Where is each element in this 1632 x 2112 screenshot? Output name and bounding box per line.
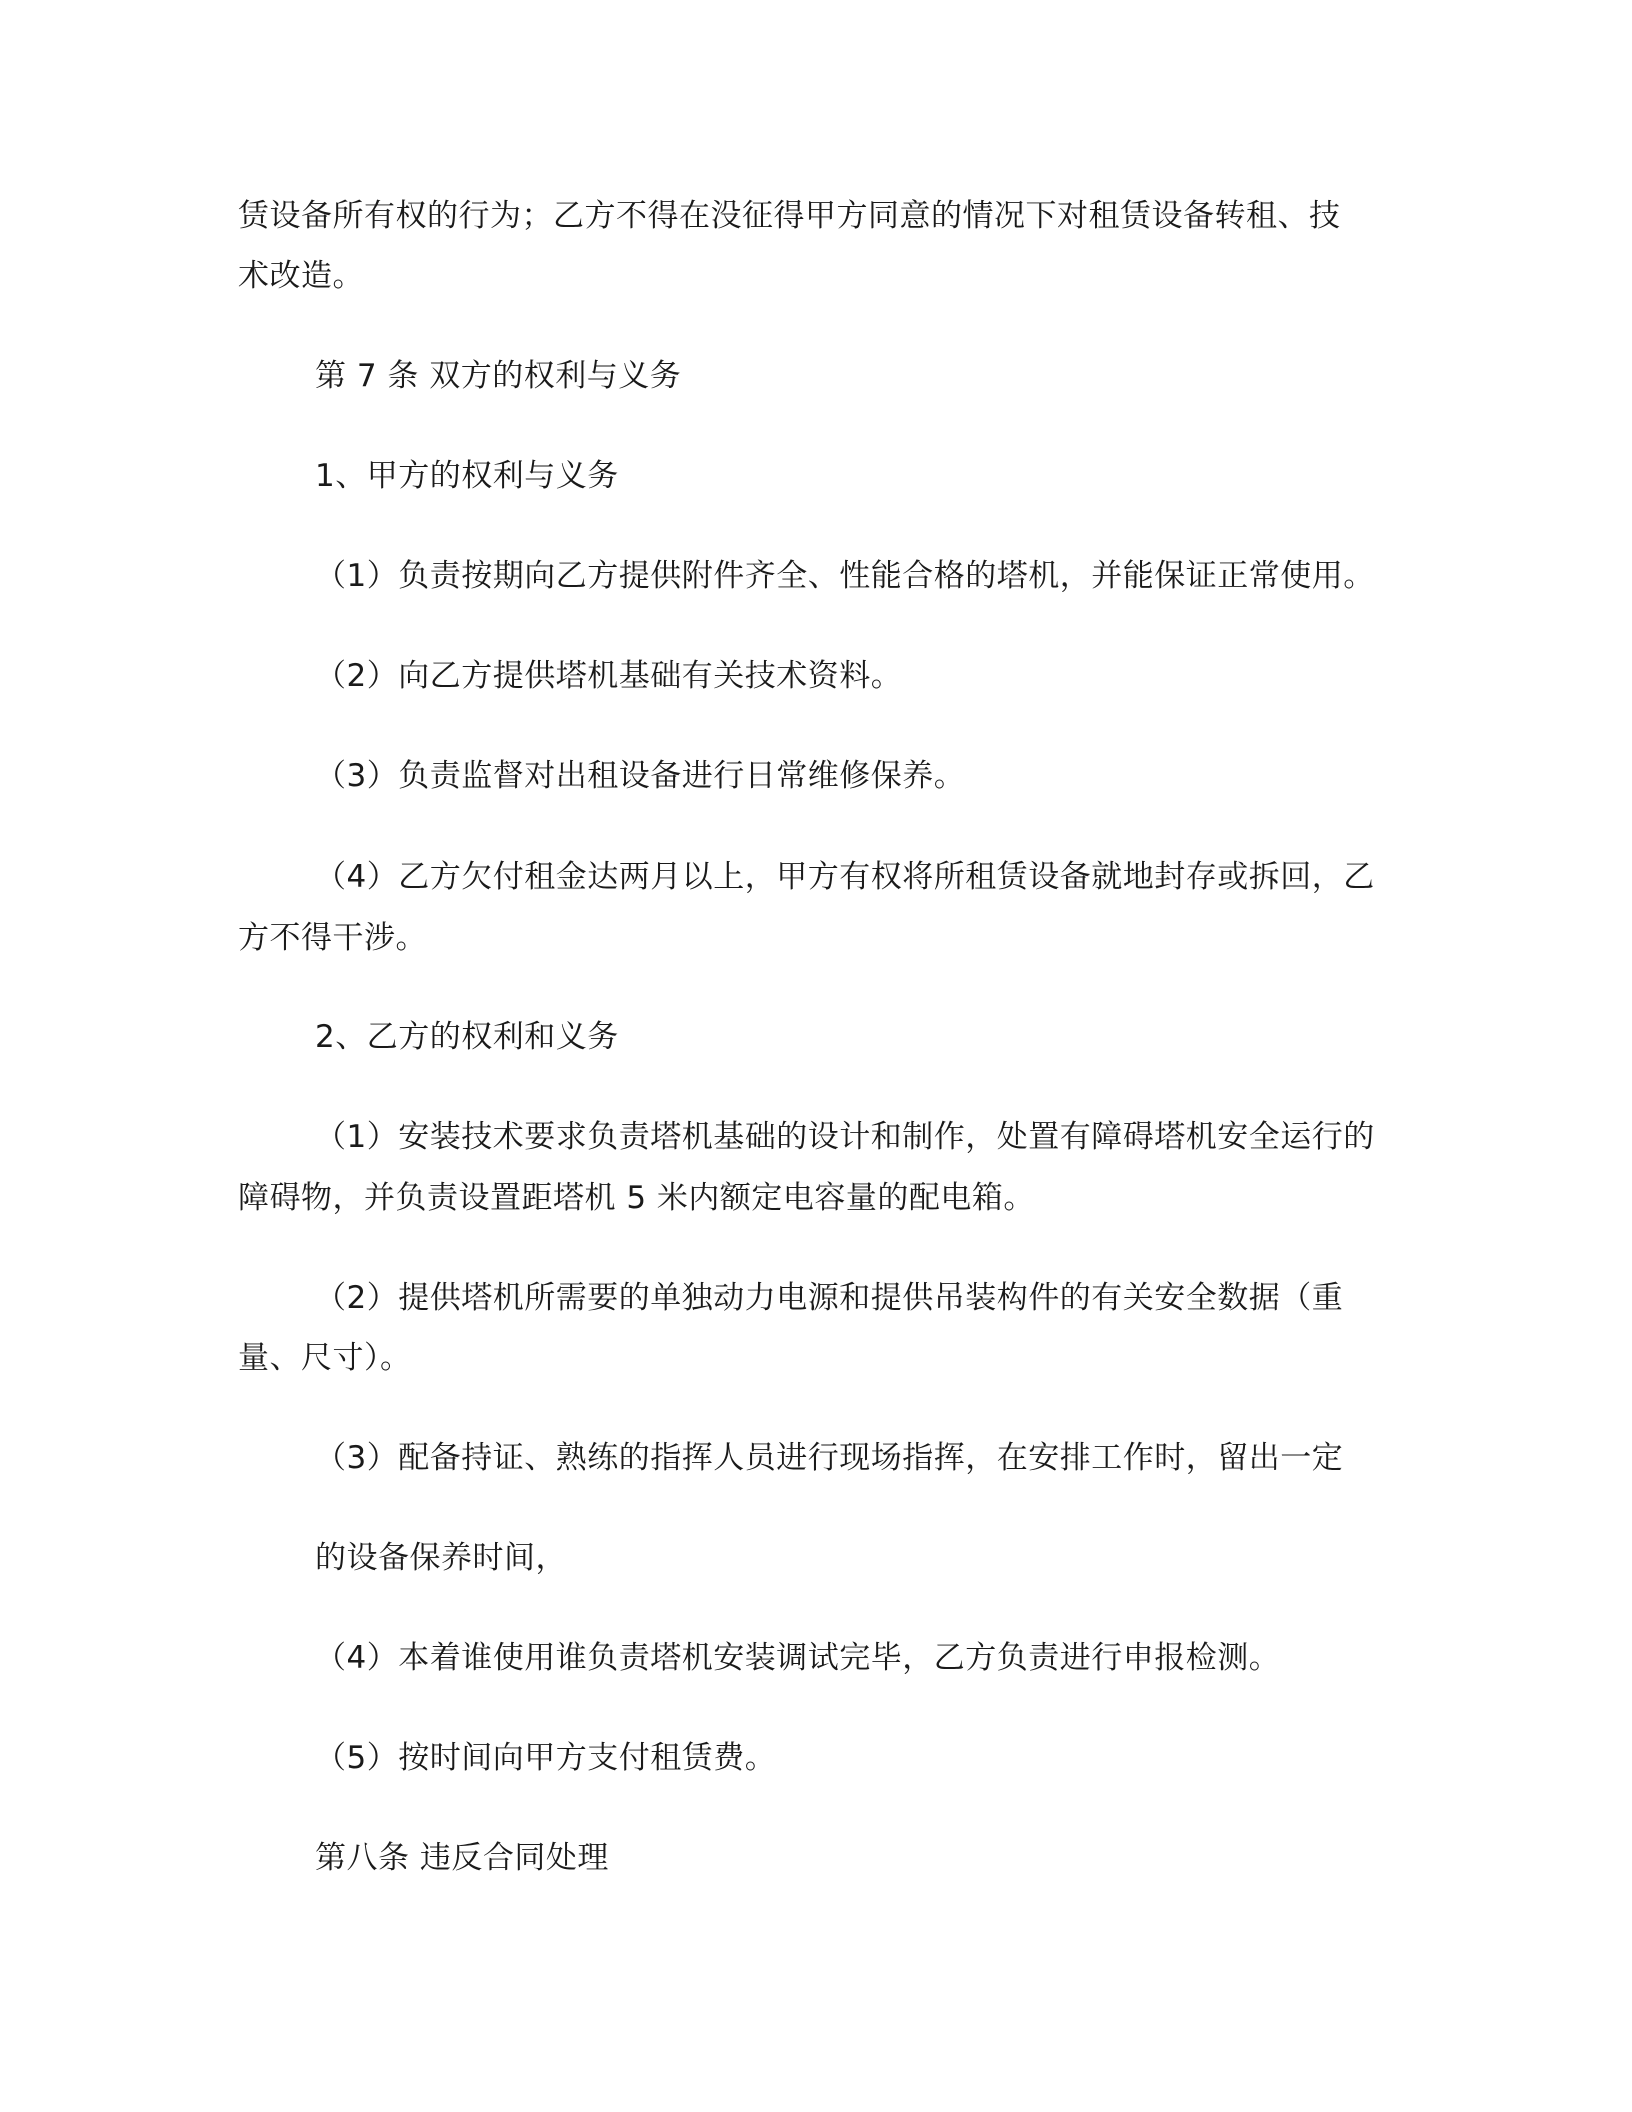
section-heading: 2、乙方的权利和义务 <box>315 1019 619 1055</box>
list-item: （3）负责监督对出租设备进行日常维修保养。 <box>315 758 966 794</box>
paragraph-line: 术改造。 <box>238 258 364 294</box>
list-item-continuation: 量、尺寸）。 <box>238 1340 412 1376</box>
section-heading: 1、甲方的权利与义务 <box>315 458 619 494</box>
list-item: （2）提供塔机所需要的单独动力电源和提供吊装构件的有关安全数据（重 <box>315 1280 1344 1316</box>
list-item: （5）按时间向甲方支付租赁费。 <box>315 1740 777 1776</box>
article-heading: 第八条 违反合同处理 <box>315 1840 609 1876</box>
article-heading: 第 7 条 双方的权利与义务 <box>315 358 682 394</box>
list-item-continuation: 方不得干涉。 <box>238 920 427 956</box>
list-item: （2）向乙方提供塔机基础有关技术资料。 <box>315 658 903 694</box>
list-item: （1）安装技术要求负责塔机基础的设计和制作，处置有障碍塔机安全运行的 <box>315 1119 1375 1155</box>
list-item: （3）配备持证、熟练的指挥人员进行现场指挥，在安排工作时，留出一定 <box>315 1440 1344 1476</box>
list-item: （1）负责按期向乙方提供附件齐全、性能合格的塔机，并能保证正常使用。 <box>315 558 1375 594</box>
list-item-continuation: 障碍物，并负责设置距塔机 5 米内额定电容量的配电箱。 <box>238 1180 1035 1216</box>
paragraph-line: 赁设备所有权的行为；乙方不得在没征得甲方同意的情况下对租赁设备转租、技 <box>238 198 1341 234</box>
list-item-continuation: 的设备保养时间， <box>315 1540 567 1576</box>
list-item: （4）乙方欠付租金达两月以上，甲方有权将所租赁设备就地封存或拆回，乙 <box>315 859 1375 895</box>
list-item: （4）本着谁使用谁负责塔机安装调试完毕，乙方负责进行申报检测。 <box>315 1640 1281 1676</box>
